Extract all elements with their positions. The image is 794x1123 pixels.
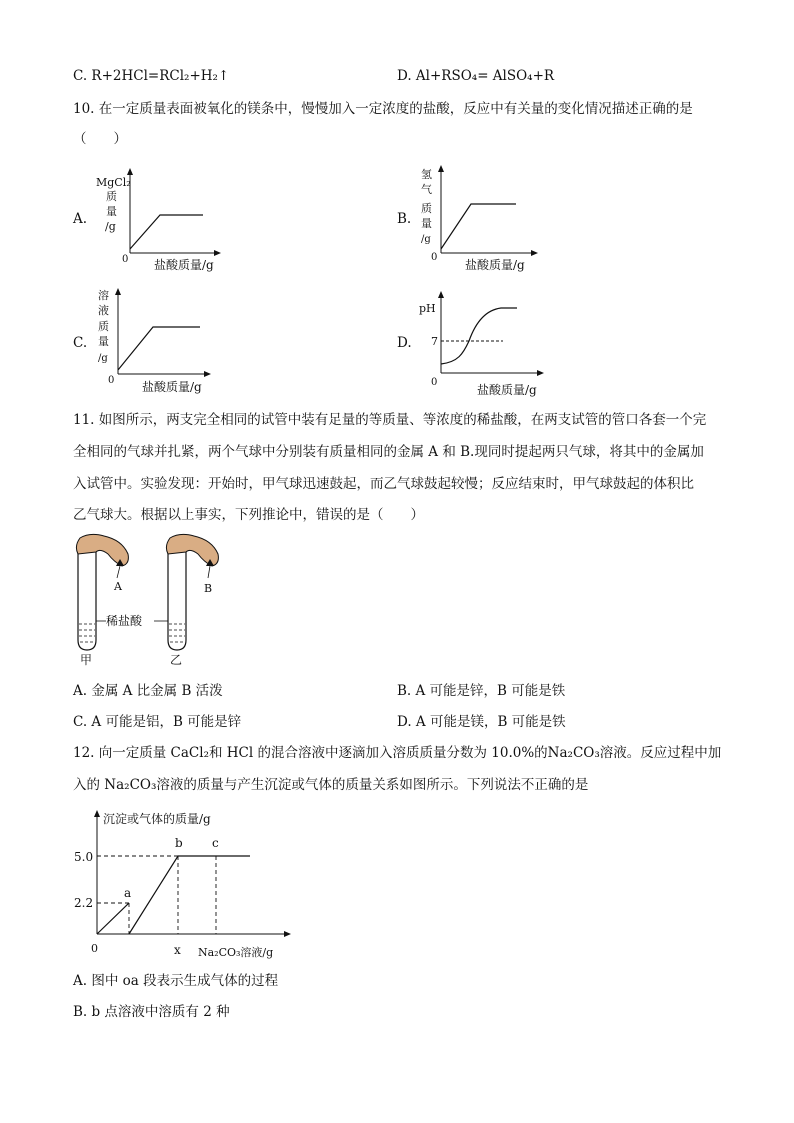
y-arrow-icon bbox=[115, 288, 121, 295]
tube-label-yi: 乙 bbox=[170, 653, 183, 667]
test-tube-2-icon bbox=[168, 550, 186, 650]
q10-graph-b bbox=[413, 160, 553, 275]
point-b: b bbox=[175, 836, 183, 850]
ylabel-4: /g bbox=[421, 234, 431, 245]
q11-stem-line-1: 11. 如图所示，两支完全相同的试管中装有足量的等质量、等浓度的稀盐酸，在两支试管的管口各套一个完 bbox=[73, 412, 707, 428]
q10-graph-c bbox=[90, 283, 220, 401]
acid-label: 稀盐酸 bbox=[106, 614, 143, 628]
q11-stem-line-3: 入试管中。实验发现：开始时，甲气球迅速鼓起，而乙气球鼓起较慢；反应结束时，甲气球鼓起的体积比 bbox=[73, 476, 694, 492]
ylabel: 沉淀或气体的质量/g bbox=[103, 812, 211, 826]
y-arrow-icon bbox=[438, 291, 444, 298]
q10-option-a-label: A. bbox=[73, 211, 88, 227]
q10-option-c-label: C. bbox=[73, 335, 88, 351]
ylabel-0: MgCl₂ bbox=[96, 176, 131, 189]
tick-2-2: 2.2 bbox=[74, 896, 94, 910]
q9-option-d: D. Al+RSO₄= AlSO₄+R bbox=[397, 68, 555, 84]
test-tube-1-icon bbox=[78, 550, 96, 650]
q12-stem-line-1: 12. 向一定质量 CaCl₂和 HCl 的混合溶液中逐滴加入溶质质量分数为 10.0%的Na₂CO₃溶液。反应过程中加 bbox=[73, 745, 722, 761]
x-arrow-icon bbox=[284, 931, 291, 937]
xlabel: Na₂CO₃溶液/g bbox=[198, 946, 274, 959]
q11-option-b: B. A 可能是锌，B 可能是铁 bbox=[397, 683, 566, 699]
xlabel: 盐酸质量/g bbox=[154, 258, 214, 272]
gas-line bbox=[97, 903, 129, 934]
x-arrow-icon bbox=[204, 371, 211, 377]
tick-x: x bbox=[174, 943, 181, 957]
ylabel-0: pH bbox=[419, 302, 436, 315]
curve bbox=[118, 327, 200, 370]
ylabel-2: 量 bbox=[106, 205, 117, 218]
origin: 0 bbox=[431, 377, 438, 388]
q10-option-d-label: D. bbox=[397, 335, 412, 351]
q10-stem: 10. 在一定质量表面被氧化的镁条中，慢慢加入一定浓度的盐酸，反应中有关量的变化情况描述正确的是 bbox=[73, 101, 693, 117]
tube-label-jia: 甲 bbox=[80, 653, 93, 667]
q12-option-b: B. b 点溶液中溶质有 2 种 bbox=[73, 1004, 230, 1020]
q12-option-a: A. 图中 oa 段表示生成气体的过程 bbox=[73, 973, 279, 989]
ylabel-3: 量 bbox=[421, 217, 432, 230]
ylabel-1: 液 bbox=[98, 304, 109, 317]
q11-option-a: A. 金属 A 比金属 B 活泼 bbox=[73, 683, 223, 699]
point-a: a bbox=[124, 886, 132, 900]
x-arrow-icon bbox=[531, 250, 538, 256]
y-arrow-icon bbox=[438, 165, 444, 172]
q10-graph-a bbox=[88, 165, 238, 275]
q10-option-b-label: B. bbox=[397, 211, 412, 227]
q9-option-c: C. R+2HCl=RCl₂+H₂↑ bbox=[73, 68, 230, 84]
tick-5: 5.0 bbox=[74, 850, 94, 864]
ylabel-1: 质 bbox=[106, 190, 117, 203]
y-arrow-icon bbox=[94, 810, 100, 817]
q11-option-c: C. A 可能是铝，B 可能是锌 bbox=[73, 714, 242, 730]
origin: 0 bbox=[108, 375, 115, 386]
origin: 0 bbox=[91, 942, 98, 955]
curve bbox=[441, 204, 516, 249]
q12-graph bbox=[70, 803, 300, 968]
origin: 0 bbox=[431, 252, 438, 263]
label-a: A bbox=[114, 580, 122, 593]
ylabel-2: 质 bbox=[421, 202, 432, 215]
curve bbox=[441, 308, 517, 364]
q10-graph-d bbox=[413, 288, 553, 403]
ylabel-1: 气 bbox=[421, 183, 432, 196]
xlabel: 盐酸质量/g bbox=[465, 258, 525, 272]
q11-stem-line-2: 全相同的气球并扎紧，两个气球中分别装有质量相同的金属 A 和 B.现同时提起两只气球，将其中的金属加 bbox=[73, 444, 704, 460]
q11-stem-line-4: 乙气球大。根据以上事实，下列推论中，错误的是（ ） bbox=[73, 507, 424, 523]
xlabel: 盐酸质量/g bbox=[477, 383, 537, 397]
q12-stem-line-2: 入的 Na₂CO₃溶液的质量与产生沉淀或气体的质量关系如图所示。下列说法不正确的是 bbox=[73, 777, 589, 793]
point-c: c bbox=[212, 836, 219, 850]
ph-7-label: 7 bbox=[431, 335, 438, 348]
curve bbox=[130, 215, 203, 249]
origin: 0 bbox=[122, 254, 129, 265]
x-arrow-icon bbox=[214, 250, 221, 256]
q10-blank: （ ） bbox=[73, 131, 127, 147]
ylabel-3: 量 bbox=[98, 335, 109, 348]
ylabel-4: /g bbox=[98, 353, 108, 364]
ylabel-0: 氢 bbox=[421, 168, 432, 181]
y-arrow-icon bbox=[127, 168, 133, 175]
precipitate-line bbox=[129, 856, 250, 934]
q11-option-d: D. A 可能是镁，B 可能是铁 bbox=[397, 714, 566, 730]
q11-figure bbox=[70, 532, 250, 672]
xlabel: 盐酸质量/g bbox=[142, 380, 202, 394]
ylabel-0: 溶 bbox=[98, 289, 109, 302]
ylabel-3: /g bbox=[105, 220, 116, 233]
ylabel-2: 质 bbox=[98, 320, 109, 333]
x-arrow-icon bbox=[537, 370, 544, 376]
label-b: B bbox=[204, 582, 213, 595]
